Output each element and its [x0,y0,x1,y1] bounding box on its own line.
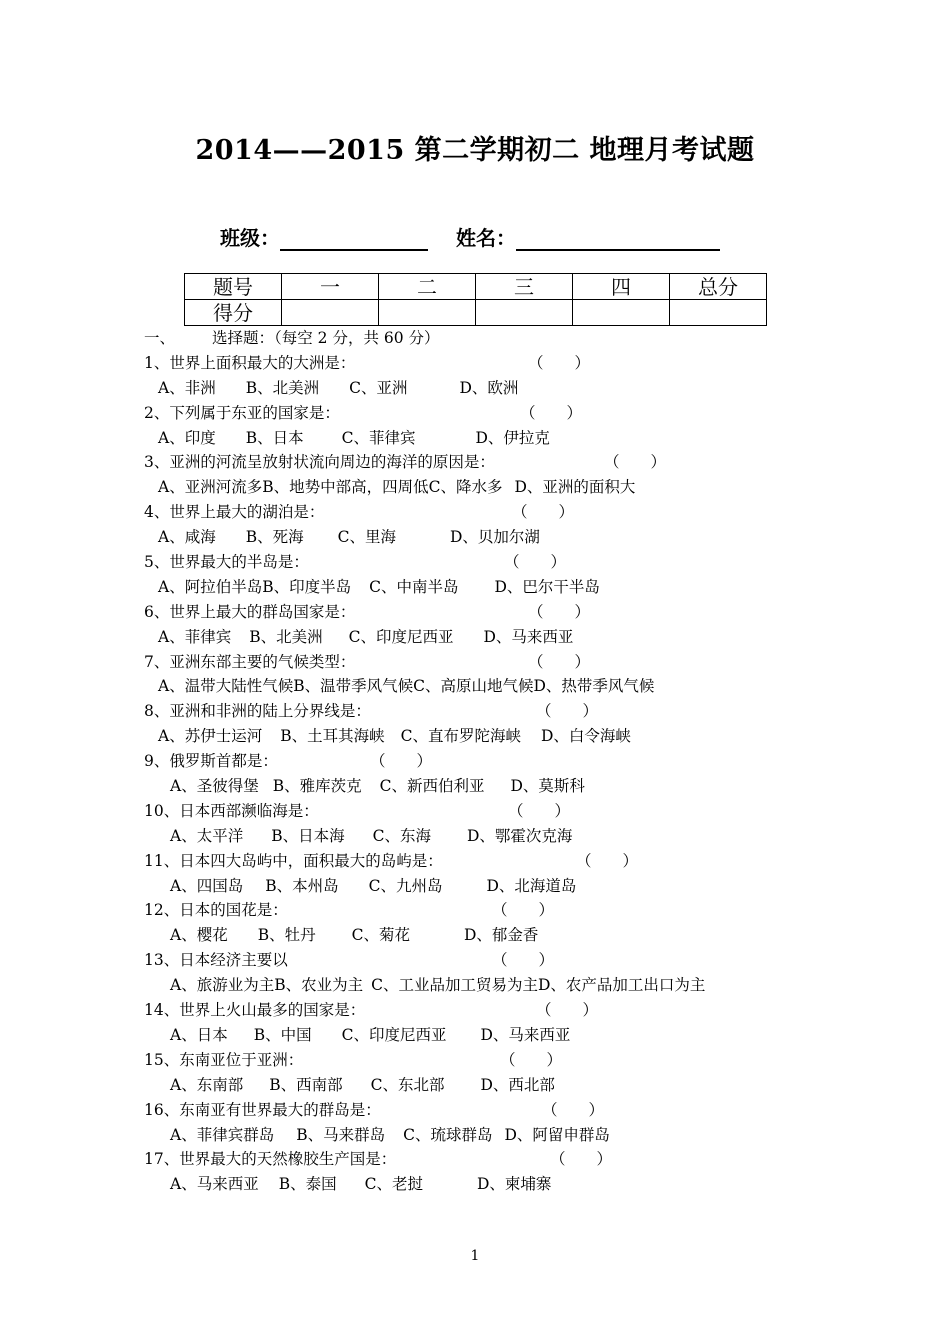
class-label: 班级： [220,226,280,250]
option-row [144,1123,804,1148]
answer-blank[interactable]: （ ） [508,801,571,820]
option-d[interactable]: D、鄂霍次克海 [466,826,573,845]
option-c[interactable]: C、亚洲 [349,378,408,397]
question-stem: 4、世界上最大的湖泊是： [144,503,325,522]
option-row [144,973,804,998]
option-b[interactable]: B、死海 [245,528,304,547]
option-a[interactable]: A、咸海 [158,528,216,547]
question-stem: 7、亚洲东部主要的气候类型： [144,652,356,671]
option-d[interactable]: D、热带季风气候 [533,677,655,696]
option-c[interactable]: C、东北部 [370,1075,445,1094]
score-cell [573,300,670,326]
score-header-cell: 二 [379,274,476,300]
option-d[interactable]: D、莫斯科 [510,777,585,796]
question-text [144,1147,804,1172]
question-text [144,1048,804,1073]
answer-blank[interactable]: （ ） [492,951,555,970]
question-text [144,849,804,874]
answer-blank[interactable]: （ ） [542,1100,605,1119]
answer-blank[interactable]: （ ） [528,652,591,671]
question-text [144,749,804,774]
option-row [144,575,804,600]
question-stem: 3、亚洲的河流呈放射状流向周边的海洋的原因是： [144,453,495,472]
option-b[interactable]: B、中国 [253,1025,312,1044]
option-a[interactable]: A、非洲 [158,378,216,397]
option-c[interactable]: C、菲律宾 [341,428,416,447]
option-c[interactable]: C、印度尼西亚 [348,627,454,646]
option-b[interactable]: B、雅库茨克 [272,777,362,796]
option-b[interactable]: B、牡丹 [257,926,316,945]
option-a[interactable]: A、马来西亚 [170,1175,259,1194]
question-text [144,699,804,724]
option-b[interactable]: B、土耳其海峡 [280,727,385,746]
option-c[interactable]: C、九州岛 [368,876,443,895]
option-a[interactable]: A、东南部 [170,1075,244,1094]
option-row [144,824,804,849]
option-b[interactable]: B、日本 [245,428,304,447]
option-d[interactable]: D、郁金香 [463,926,539,945]
answer-blank[interactable]: （ ） [370,752,433,771]
section-number: 一、 [144,329,176,347]
question-list [144,326,804,1197]
option-c[interactable]: C、里海 [337,528,396,547]
question-text [144,450,804,475]
question-stem: 16、东南亚有世界最大的群岛是： [144,1100,381,1119]
score-cell [379,300,476,326]
question-text [144,799,804,824]
question-text [144,898,804,923]
score-cell [670,300,767,326]
option-row [144,625,804,650]
question-stem: 6、世界上最大的群岛国家是： [144,602,356,621]
option-c[interactable]: C、降水多 [428,478,503,497]
option-row [144,923,804,948]
option-a[interactable]: A、旅游业为主 [170,976,275,995]
score-header-cell: 三 [476,274,573,300]
score-header-cell: 总分 [670,274,767,300]
question-text [144,500,804,525]
score-cell [282,300,379,326]
question-stem: 15、东南亚位于亚洲： [144,1050,304,1069]
question-stem: 10、日本西部濒临海是： [144,801,319,820]
option-d[interactable]: D、马来西亚 [483,627,574,646]
answer-blank[interactable]: （ ） [492,901,555,920]
option-b[interactable]: B、农业为主 [274,976,364,995]
option-row [144,1172,804,1197]
option-c[interactable]: C、高原山地气候 [413,677,534,696]
option-d[interactable]: D、欧洲 [459,378,519,397]
option-a[interactable]: A、太平洋 [170,826,244,845]
option-b[interactable]: B、温带季风气候 [293,677,414,696]
option-d[interactable]: D、阿留申群岛 [504,1125,610,1144]
answer-blank[interactable]: （ ） [536,702,599,721]
option-d[interactable]: D、马来西亚 [480,1025,571,1044]
option-c[interactable]: C、工业品加工贸易为主 [371,976,538,995]
option-a[interactable]: A、四国岛 [170,876,244,895]
option-d[interactable]: D、西北部 [480,1075,555,1094]
question-stem: 17、世界最大的天然橡胶生产国是： [144,1150,397,1169]
section-heading [144,326,804,351]
question-text [144,600,804,625]
question-text [144,351,804,376]
score-row [185,300,767,326]
option-b[interactable]: B、印度半岛 [262,577,352,596]
option-c[interactable]: C、老挝 [364,1175,423,1194]
answer-blank[interactable]: （ ） [520,403,583,422]
option-row [144,724,804,749]
question-text [144,650,804,675]
question-text [144,948,804,973]
option-a[interactable]: A、樱花 [170,926,228,945]
option-d[interactable]: D、亚洲的面积大 [514,478,636,497]
option-row [144,674,804,699]
question-stem: 11、日本四大岛屿中，面积最大的岛屿是： [144,851,443,870]
option-b[interactable]: B、日本海 [271,826,345,845]
answer-blank[interactable]: （ ） [528,602,591,621]
option-a[interactable]: A、阿拉伯半岛 [158,577,263,596]
answer-blank[interactable]: （ ） [512,503,575,522]
score-table [184,273,767,326]
score-header-cell: 题号 [185,274,282,300]
answer-blank[interactable]: （ ） [576,851,639,870]
answer-blank[interactable]: （ ） [504,553,567,572]
option-c[interactable]: C、直布罗陀海峡 [400,727,521,746]
score-header-cell: 四 [573,274,670,300]
option-row [144,874,804,899]
question-text [144,1098,804,1123]
question-text [144,401,804,426]
option-b[interactable]: B、北美洲 [249,627,323,646]
answer-blank[interactable]: （ ） [528,353,591,372]
name-label: 姓名： [456,226,516,250]
option-d[interactable]: D、北海道岛 [486,876,577,895]
option-b[interactable]: B、泰国 [278,1175,337,1194]
option-d[interactable]: D、柬埔寨 [476,1175,552,1194]
option-row [144,525,804,550]
score-cell [476,300,573,326]
option-a[interactable]: A、日本 [170,1025,228,1044]
question-stem: 1、世界上面积最大的大洲是： [144,353,356,372]
question-stem: 12、日本的国花是： [144,901,288,920]
section-label: 选择题：（每空 2 分，共 60 分） [212,329,440,347]
question-text [144,998,804,1023]
option-row [144,376,804,401]
question-stem: 9、俄罗斯首都是： [144,752,278,771]
option-b[interactable]: B、马来群岛 [296,1125,386,1144]
option-b[interactable]: B、西南部 [269,1075,343,1094]
question-stem: 5、世界最大的半岛是： [144,553,309,572]
option-b[interactable]: B、本州岛 [265,876,339,895]
name-blank [516,227,720,251]
option-d[interactable]: D、农产品加工出口为主 [537,976,706,995]
score-row-label: 得分 [185,300,282,326]
option-c[interactable]: C、中南半岛 [369,577,459,596]
option-b[interactable]: B、地势中部高，四周低 [262,478,429,497]
question-text [144,550,804,575]
option-d[interactable]: D、伊拉克 [475,428,550,447]
question-stem: 8、亚洲和非洲的陆上分界线是： [144,702,371,721]
class-blank [280,227,428,251]
option-c[interactable]: C、印度尼西亚 [341,1025,447,1044]
option-a[interactable]: A、印度 [158,428,216,447]
option-a[interactable]: A、苏伊士运河 [158,727,263,746]
option-d[interactable]: D、巴尔干半岛 [494,577,600,596]
option-a[interactable]: A、圣彼得堡 [170,777,259,796]
option-row [144,1073,804,1098]
score-header-row [185,274,767,300]
answer-blank[interactable]: （ ） [500,1050,563,1069]
option-a[interactable]: A、菲律宾 [158,627,232,646]
answer-blank[interactable]: （ ） [536,1001,599,1020]
option-c[interactable]: C、东海 [372,826,431,845]
option-row [144,426,804,451]
option-b[interactable]: B、北美洲 [245,378,320,397]
option-a[interactable]: A、菲律宾群岛 [170,1125,275,1144]
option-row [144,774,804,799]
option-c[interactable]: C、菊花 [351,926,410,945]
option-row [144,1023,804,1048]
option-c[interactable]: C、琉球群岛 [403,1125,493,1144]
option-d[interactable]: D、白令海峡 [540,727,631,746]
exam-title: 2014——2015 第二学期初二 地理月考试题 [195,135,755,166]
option-row [144,475,804,500]
option-d[interactable]: D、贝加尔湖 [449,528,540,547]
question-stem: 2、下列属于东亚的国家是： [144,403,340,422]
student-info [220,222,720,251]
option-a[interactable]: A、亚洲河流多 [158,478,263,497]
question-stem: 14、世界上火山最多的国家是： [144,1001,366,1020]
answer-blank[interactable]: （ ） [604,453,667,472]
answer-blank[interactable]: （ ） [550,1150,613,1169]
option-a[interactable]: A、温带大陆性气候 [158,677,294,696]
score-header-cell: 一 [282,274,379,300]
question-stem: 13、日本经济主要以 [144,951,288,970]
option-c[interactable]: C、新西伯利亚 [379,777,485,796]
page-number: 1 [470,1248,480,1264]
